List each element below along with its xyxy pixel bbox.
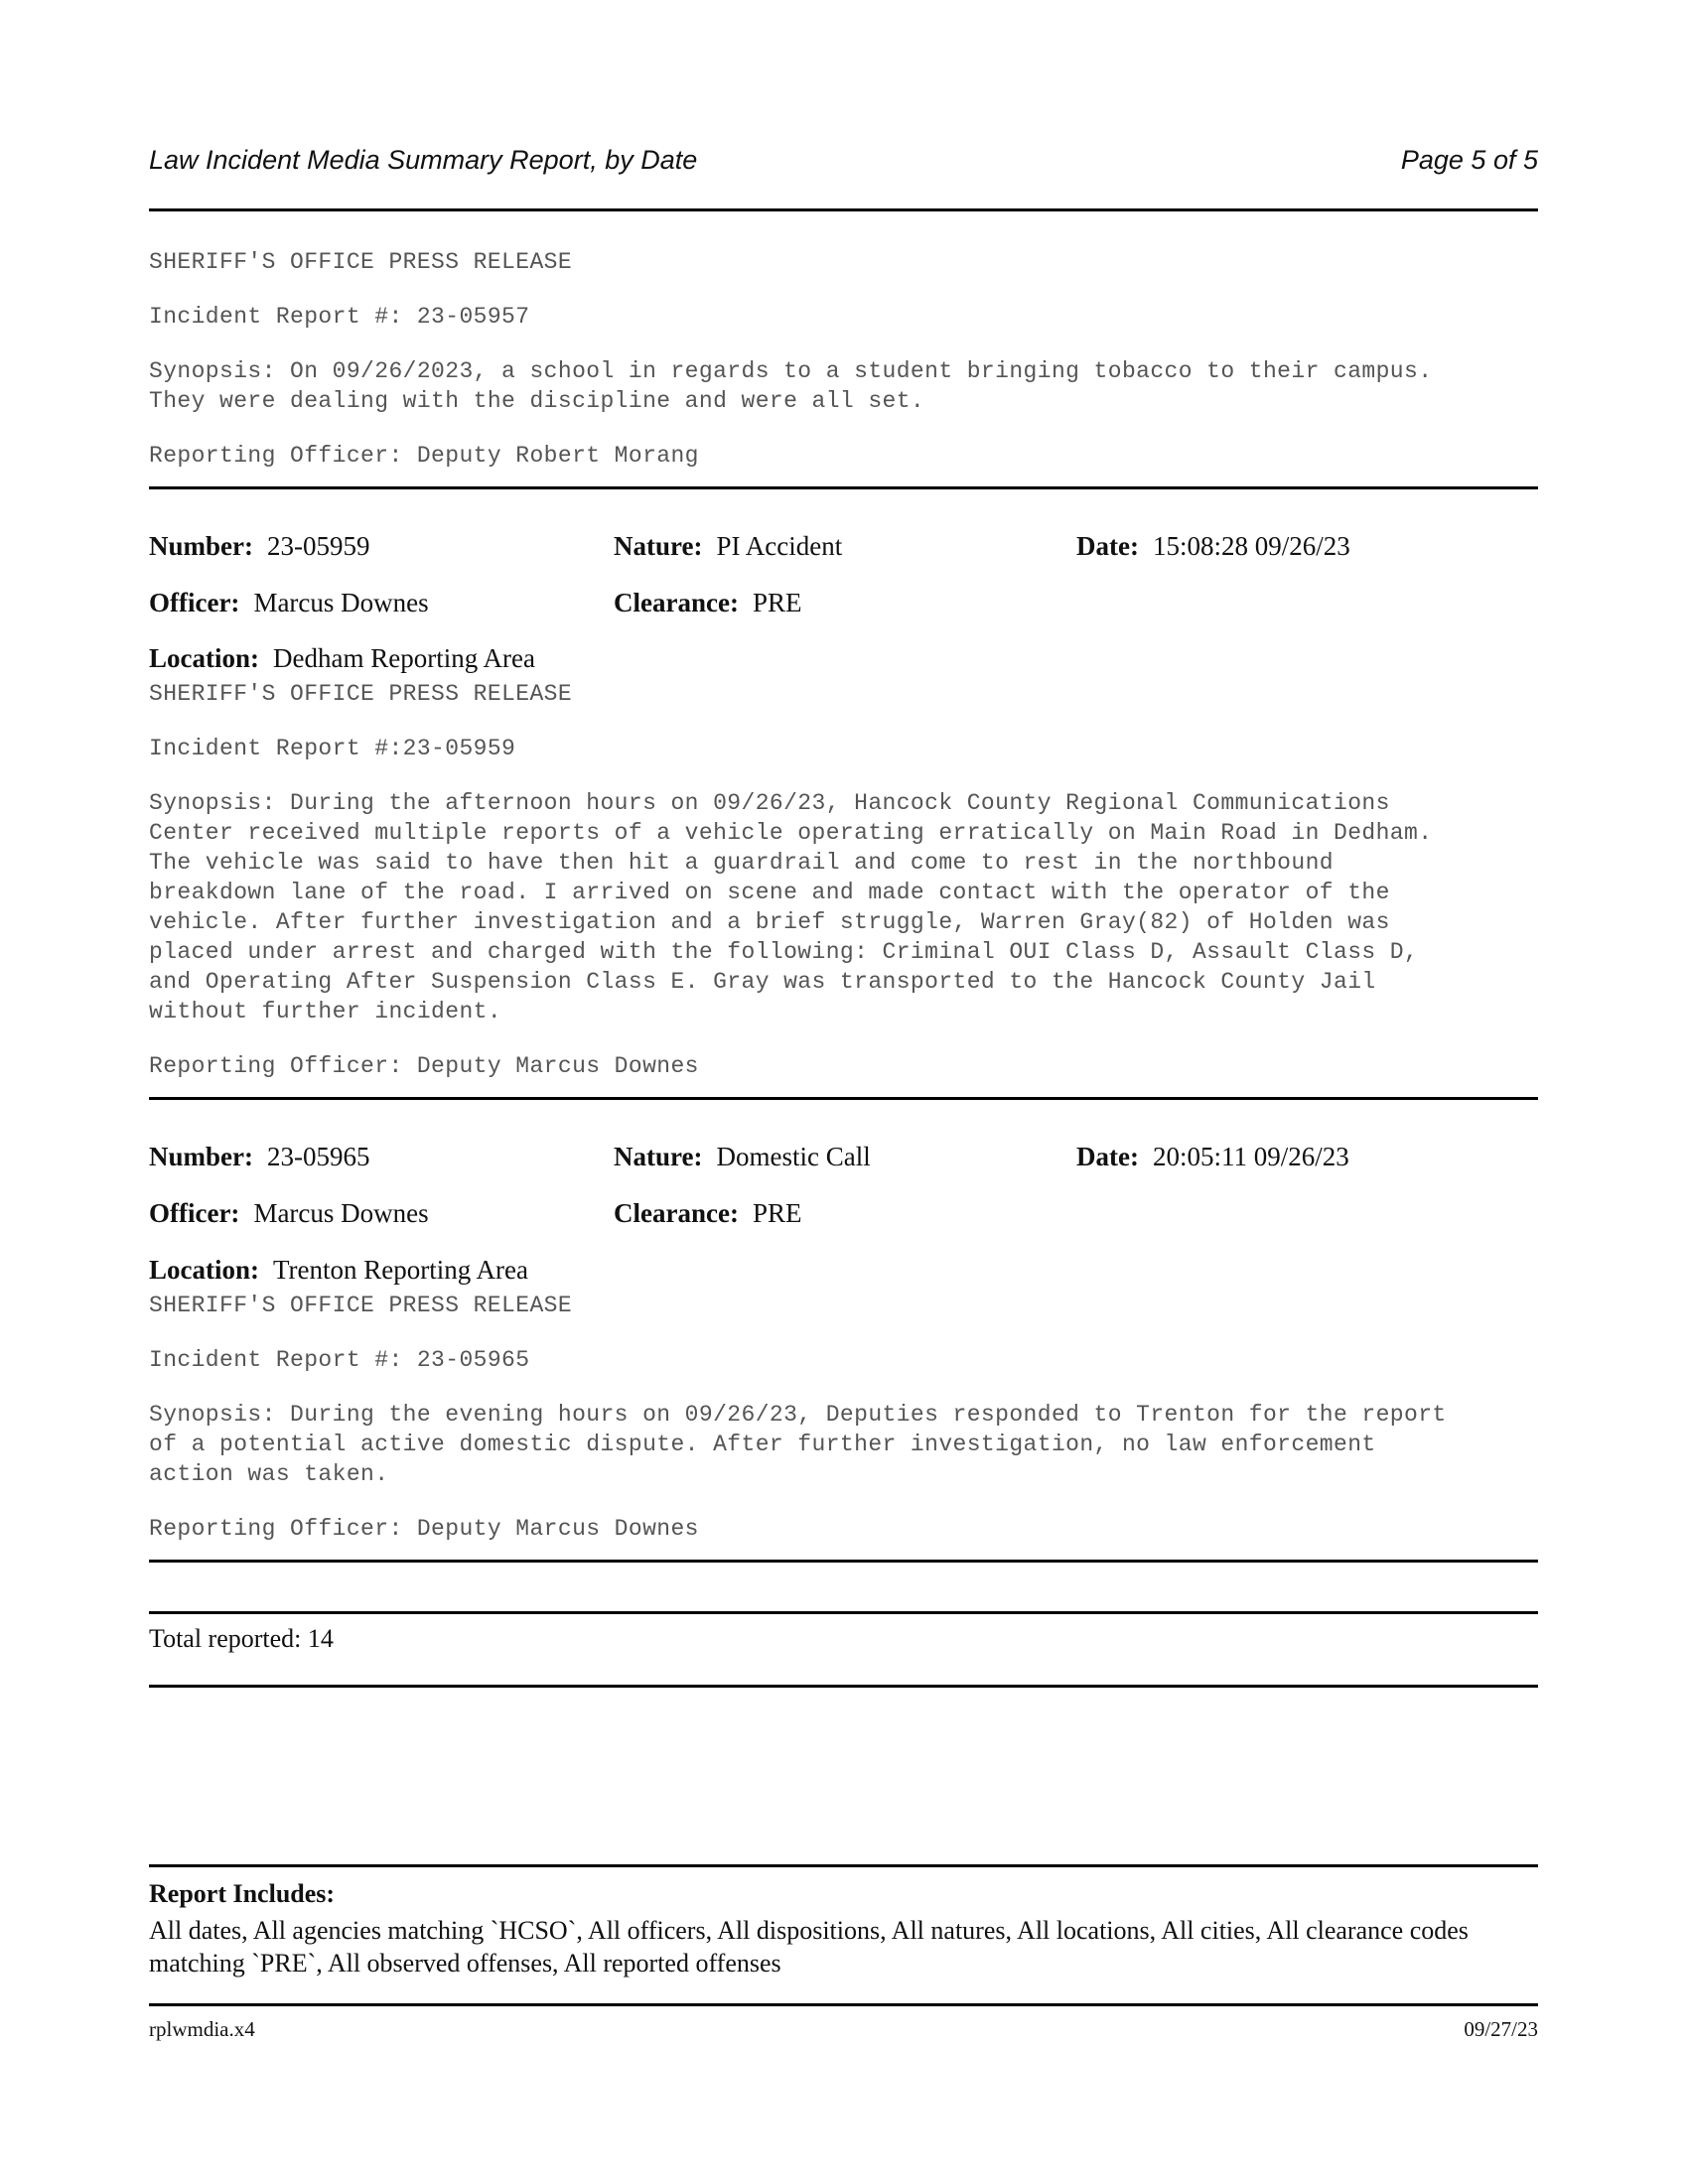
synopsis-line: breakdown lane of the road. I arrived on scene and made contact with the operator of the [149, 880, 1390, 905]
date-value: 20:05:11 09/26/23 [1152, 1142, 1349, 1171]
incident-date [1076, 531, 1350, 562]
location-value: Trenton Reporting Area [273, 1255, 528, 1285]
program-name: rplwmdia.x4 [149, 2017, 255, 2041]
synopsis-line: without further incident. [149, 999, 502, 1024]
incident-location [149, 643, 535, 674]
synopsis-line: The vehicle was said to have then hit a guardrail and come to rest in the northbound [149, 850, 1334, 876]
nature-label: Nature: [614, 1142, 703, 1171]
clearance-value: PRE [752, 1198, 802, 1228]
synopsis-line: They were dealing with the discipline and were all set. [149, 388, 925, 414]
synopsis-line: Synopsis: On 09/26/2023, a school in regards to a student bringing tobacco to their campus. [149, 358, 1433, 384]
date-value: 15:08:28 09/26/23 [1152, 531, 1350, 561]
synopsis-line: action was taken. [149, 1461, 389, 1487]
synopsis-line: of a potential active domestic dispute. After further investigation, no law enforcement [149, 1432, 1376, 1457]
synopsis-line: vehicle. After further investigation and a brief struggle, Warren Gray(82) of Holden was [149, 909, 1390, 935]
reporting-officer: Reporting Officer: Deputy Robert Morang [149, 443, 699, 469]
officer-label: Officer: [149, 1198, 240, 1228]
reporting-officer: Reporting Officer: Deputy Marcus Downes [149, 1053, 699, 1079]
press-release-label: SHERIFF'S OFFICE PRESS RELEASE [149, 1293, 573, 1318]
incident-nature [614, 531, 842, 562]
divider [149, 1611, 1538, 1614]
incident-officer [149, 588, 429, 618]
incident-report-number: Incident Report #: 23-05965 [149, 1347, 530, 1373]
nature-value: PI Accident [716, 531, 843, 561]
nature-value: Domestic Call [716, 1142, 871, 1171]
synopsis-line: and Operating After Suspension Class E. Gray was transported to the Hancock County Jail [149, 969, 1376, 995]
incident-report-number: Incident Report #:23-05959 [149, 736, 516, 761]
reporting-officer: Reporting Officer: Deputy Marcus Downes [149, 1516, 699, 1542]
report-includes-heading: Report Includes: [149, 1879, 336, 1908]
synopsis-line: Synopsis: During the afternoon hours on 09/26/23, Hancock County Regional Communications [149, 790, 1390, 816]
divider [149, 1685, 1538, 1688]
number-label: Number: [149, 531, 253, 561]
nature-label: Nature: [614, 531, 703, 561]
number-value: 23-05965 [266, 1142, 370, 1171]
incident-location [149, 1255, 528, 1286]
synopsis-line: placed under arrest and charged with the following: Criminal OUI Class D, Assault Class D, [149, 939, 1419, 965]
divider [149, 486, 1538, 489]
date-label: Date: [1076, 1142, 1139, 1171]
clearance-label: Clearance: [614, 588, 739, 617]
press-release-label: SHERIFF'S OFFICE PRESS RELEASE [149, 681, 573, 707]
number-value: 23-05959 [266, 531, 370, 561]
print-date: 09/27/23 [1464, 2017, 1538, 2041]
clearance-label: Clearance: [614, 1198, 739, 1228]
incident-officer [149, 1198, 429, 1229]
incident-number [149, 531, 369, 562]
date-label: Date: [1076, 531, 1139, 561]
synopsis-line: Synopsis: During the evening hours on 09/26/23, Deputies responded to Trenton for the report [149, 1402, 1447, 1428]
incident-clearance [614, 588, 801, 618]
total-reported: Total reported: 14 [149, 1624, 334, 1653]
location-label: Location: [149, 1255, 259, 1285]
number-label: Number: [149, 1142, 253, 1171]
divider [149, 1560, 1538, 1563]
divider [149, 1864, 1538, 1867]
page-number: Page 5 of 5 [1400, 145, 1538, 175]
report-title: Law Incident Media Summary Report, by Date [149, 145, 698, 175]
incident-nature [614, 1142, 871, 1172]
incident-report-number: Incident Report #: 23-05957 [149, 304, 530, 330]
divider [149, 208, 1538, 211]
incident-date [1076, 1142, 1349, 1172]
report-includes-body: All dates, All agencies matching `HCSO`, All officers, All dispositions, All natures, All locations, All cities, All clearance codes matching `PRE`, All observed offenses, All reported offenses [149, 1916, 1469, 1978]
incident-number [149, 1142, 369, 1172]
synopsis-line: Center received multiple reports of a vehicle operating erratically on Main Road in Dedham. [149, 820, 1433, 846]
location-label: Location: [149, 643, 259, 673]
officer-label: Officer: [149, 588, 240, 617]
officer-value: Marcus Downes [253, 1198, 429, 1228]
clearance-value: PRE [752, 588, 802, 617]
location-value: Dedham Reporting Area [273, 643, 535, 673]
divider [149, 1097, 1538, 1100]
incident-clearance [614, 1198, 801, 1229]
officer-value: Marcus Downes [253, 588, 429, 617]
divider [149, 2003, 1538, 2006]
press-release-label: SHERIFF'S OFFICE PRESS RELEASE [149, 249, 573, 275]
